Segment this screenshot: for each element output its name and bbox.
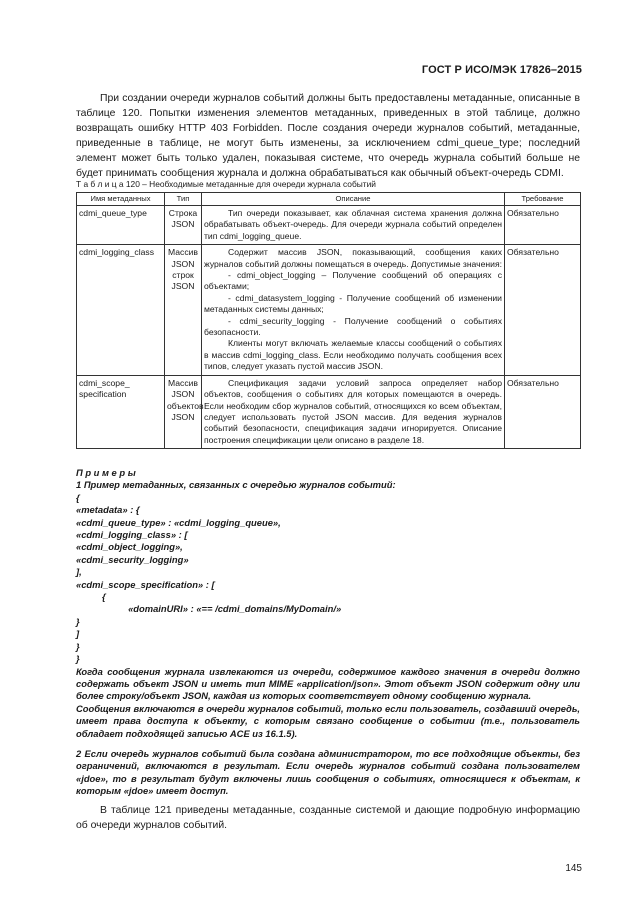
table-caption: Т а б л и ц а 120 – Необходимые метаданные для очереди журнала событий [76, 179, 376, 189]
code-line: ] [76, 628, 80, 640]
cell-type: Массив JSON объектов JSON [165, 375, 202, 448]
code-line: «cdmi_security_logging» [76, 553, 189, 565]
header-name: Имя метаданных [77, 193, 165, 206]
description-text: Спецификация задачи условий запроса определяет набор объектов, сообщения о событиях для которых помещаются в очередь. Если необходим сбор журналов событий, относящихся ко всем объектам, следует использовать пустой JSON массив. Для ведения журналов событий безопасности, спецификация задачи игнорируется. Описание построения спецификации цели описано в разделе 18. [204, 377, 502, 445]
table-row [77, 206, 581, 245]
header-requirement: Требование [505, 193, 581, 206]
table-row [77, 375, 581, 448]
example-paragraph: Когда сообщения журнала извлекаются из очереди, содержимое каждого значения в очереди должно содержать объект JSON и иметь тип MIME «application/json». Этот объект JSON содержит одну или более строку/объект JSON, каждая из которых соответствует одному сообщению журнала. [76, 665, 580, 702]
examples-title: П р и м е р ы [76, 467, 136, 478]
description-item: - cdmi_datasystem_logging - Получение сообщений об изменении метаданных системы данных; [204, 292, 502, 315]
code-line: } [76, 640, 80, 652]
code-line: «domainURI» : «== /cdmi_domains/MyDomain/» [76, 603, 342, 615]
cell-name: cdmi_queue_type [77, 206, 165, 245]
cell-description [202, 245, 505, 375]
table-row [77, 245, 581, 375]
description-item: - cdmi_security_logging - Получение сообщений о событиях безопасности. [204, 315, 502, 338]
page-header: ГОСТ Р ИСО/МЭК 17826–2015 [421, 64, 582, 76]
cell-name: cdmi_scope_ specification [77, 375, 165, 448]
code-line: «cdmi_scope_specification» : [ [76, 578, 215, 590]
header-description: Описание [202, 193, 505, 206]
cell-description [202, 375, 505, 448]
metadata-table [76, 192, 581, 449]
description-text: Клиенты могут включать желаемые классы сообщений о событиях в массив cdmi_logging_class. Если необходимо получать сообщения всех типов, следует указать пустой массив JSON. [204, 338, 502, 372]
code-line: } [76, 615, 80, 627]
code-line: { [76, 591, 106, 603]
cell-requirement: Обязательно [505, 206, 581, 245]
description-item: - cdmi_object_logging – Получение сообщений об операциях с объектами; [204, 270, 502, 292]
code-line: «cdmi_logging_class» : [ [76, 529, 188, 541]
code-line: ], [76, 566, 82, 578]
table-header-row [77, 193, 581, 206]
cell-type: Строка JSON [165, 206, 202, 245]
outro-paragraph: В таблице 121 приведены метаданные, созданные системой и дающие подробную информацию об очереди журналов событий. [76, 805, 580, 831]
code-line: { [76, 491, 80, 503]
examples-block [76, 467, 580, 798]
cell-name: cdmi_logging_class [77, 245, 165, 375]
cell-type: Массив JSON строк JSON [165, 245, 202, 375]
description-text: Содержит массив JSON, показывающий, сообщения каких журналов событий должны помещаться в очередь. Допустимые значения: [204, 247, 502, 269]
code-line: «cdmi_queue_type» : «cdmi_logging_queue», [76, 516, 281, 528]
description-text: Тип очереди показывает, как облачная система хранения должна обрабатывать объект-очередь. Для очереди журнала событий определен тип cdmi_logging_queue. [204, 208, 502, 241]
code-line: «cdmi_object_logging», [76, 541, 183, 553]
example-2-paragraph: 2 Если очередь журналов событий была создана администратором, то все подходящие объекты, без ограничений, включаются в результат. Если очередь журналов событий создана пользователем «jdoe», то в результат будут включены лишь сообщения о событиях, относящиеся к объектам, к которым «jdoe» имеет доступ. [76, 747, 580, 797]
intro-paragraph: При создании очереди журналов событий должны быть предоставлены метаданные, описанные в таблице 120. Попытки изменения элементов метаданных, приведенных в этой таблице, должно возвращать ошибку HTTP 403 Forbidden. После создания очереди журналов событий, метаданные, приведенные в таблице, не могут быть изменены, за исключением cdmi_queue_type; последний элемент может быть только удален, показывая системе, что очередь журнала событий больше не будет принимать сообщения журнала и должна обрабатываться как обычный объект-очередь CDMI. [76, 93, 580, 179]
example-1-title: 1 Пример метаданных, связанных с очередью журналов событий: [76, 479, 396, 491]
header-type: Тип [165, 193, 202, 206]
example-paragraph: Сообщения включаются в очереди журналов событий, только если пользователь, создавший очередь, имеет права доступа к объекту, с которым связано сообщение о событии (т.е., пользователь обладает подходящей записью ACE из 16.1.5). [76, 702, 580, 739]
code-line: } [76, 653, 80, 665]
code-line: «metadata» : { [76, 504, 140, 516]
page-number: 145 [565, 863, 582, 874]
cell-requirement: Обязательно [505, 375, 581, 448]
cell-requirement: Обязательно [505, 245, 581, 375]
cell-description [202, 206, 505, 245]
